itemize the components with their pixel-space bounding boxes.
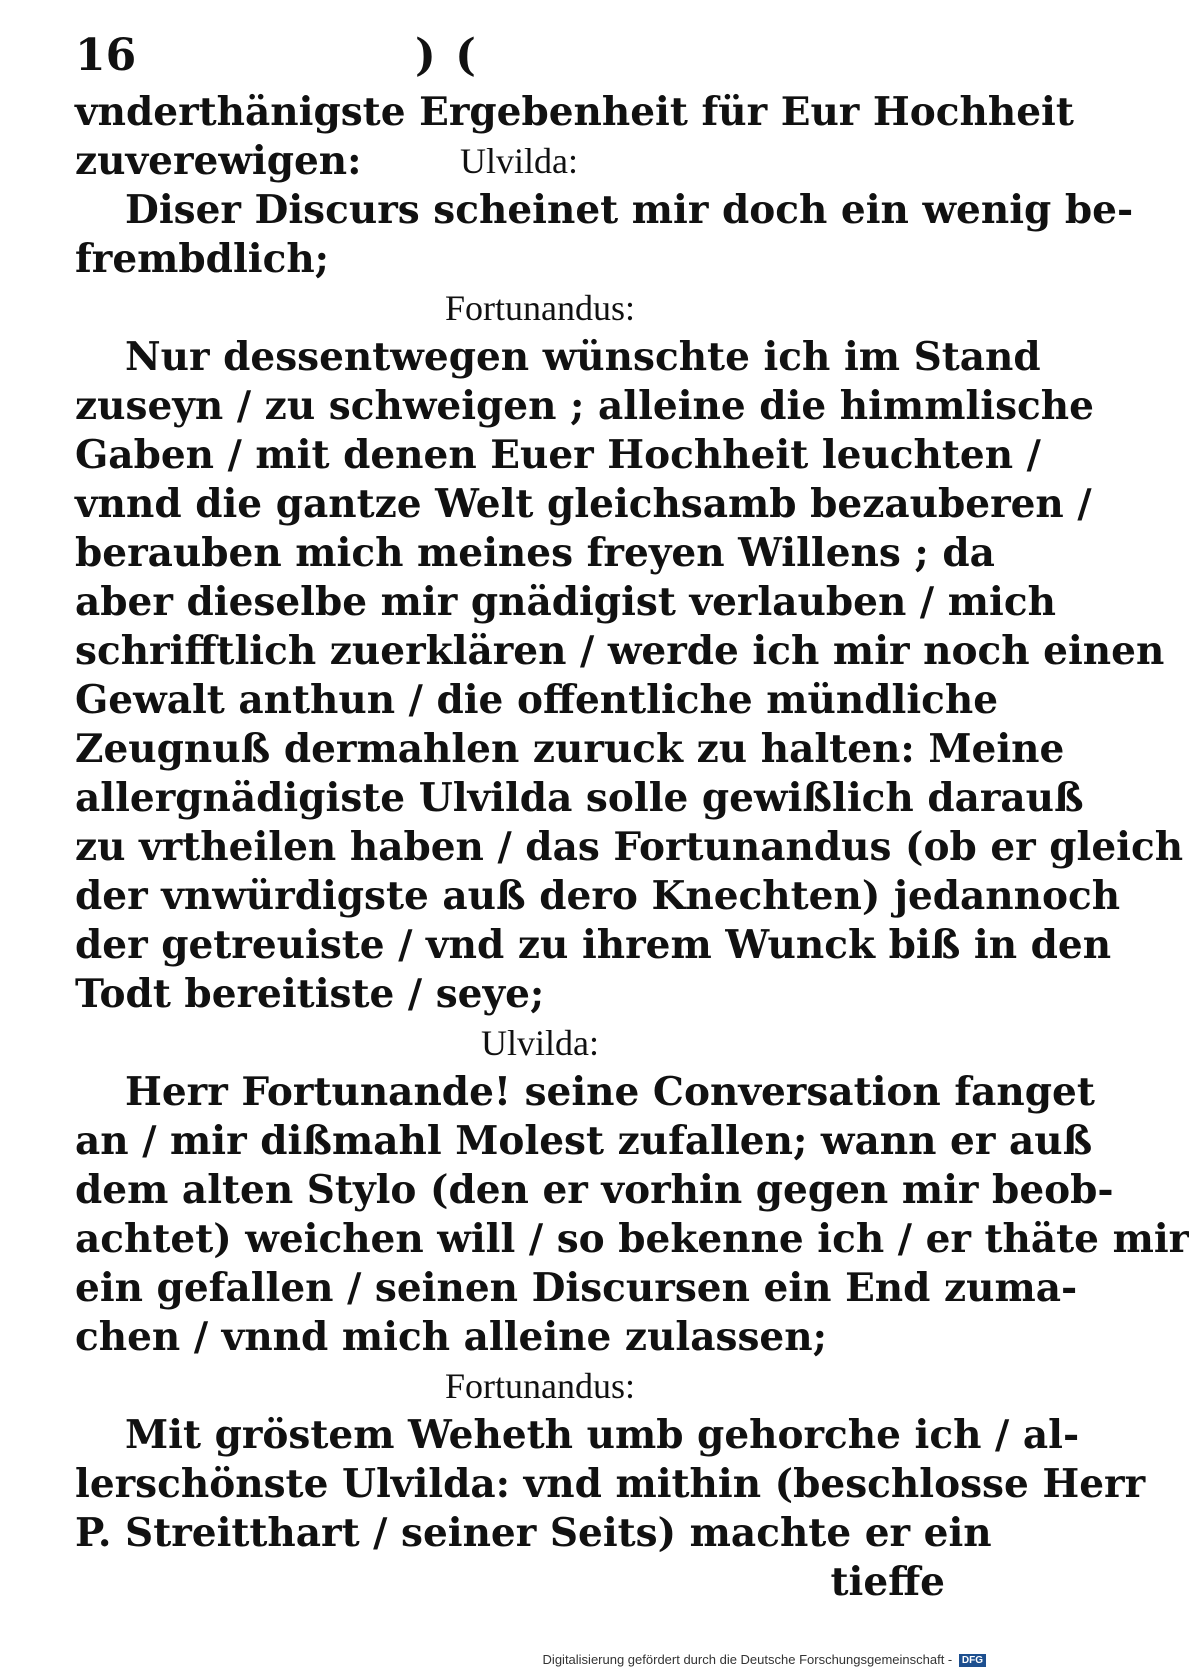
text-line: frembdlich; xyxy=(75,236,330,282)
text-line: zuseyn / zu schweigen ; alleine die himmlische xyxy=(75,383,1094,429)
digitization-footer xyxy=(543,1652,986,1667)
footer-text: Digitalisierung gefördert durch die Deutsche Forschungsgemeinschaft - xyxy=(542,1651,953,1667)
body-text xyxy=(75,88,1189,1607)
text-line: Gewalt anthun / die offentliche mündliche xyxy=(75,677,999,723)
speaker-label: Fortunandus: xyxy=(444,1366,635,1406)
dfg-logo: DFG xyxy=(959,1654,986,1667)
text-line: berauben mich meines freyen Willens ; da xyxy=(75,530,995,576)
page-number: 16 xyxy=(75,30,137,81)
text-line: zu vrtheilen haben / das Fortunandus (ob er gleich xyxy=(75,824,1184,870)
text-line: der vnwürdigste auß dero Knechten) jedannoch xyxy=(75,873,1121,919)
text-line: allergnädigiste Ulvilda solle gewißlich darauß xyxy=(75,775,1084,821)
text-line: chen / vnnd mich alleine zulassen; xyxy=(75,1314,827,1360)
text-line: Herr Fortunande! seine Conversation fanget xyxy=(125,1069,1095,1115)
text-line: dem alten Stylo (den er vorhin gegen mir beob- xyxy=(75,1167,1114,1213)
catchword: tieffe xyxy=(830,1559,945,1605)
text-line: Mit gröstem Weheth umb gehorche ich / al- xyxy=(125,1412,1080,1458)
text-line: schrifftlich zuerklären / werde ich mir noch einen xyxy=(75,628,1165,674)
text-line xyxy=(75,137,945,186)
text-line: der getreuiste / vnd zu ihrem Wunck biß in den xyxy=(75,922,1112,968)
text-line-fragment: zuverewigen: xyxy=(75,138,362,184)
text-line: ein gefallen / seinen Discursen ein End zuma- xyxy=(75,1265,1078,1311)
running-head: ) ( xyxy=(415,30,478,81)
speaker-label: Ulvilda: xyxy=(481,1023,599,1063)
text-line: vnderthänigste Ergebenheit für Eur Hochheit xyxy=(75,89,1074,135)
speaker-label: Fortunandus: xyxy=(444,288,635,328)
text-line: Zeugnuß dermahlen zuruck zu halten: Meine xyxy=(75,726,1065,772)
text-line: Nur dessentwegen wünschte ich im Stand xyxy=(125,334,1041,380)
text-line: Todt bereitiste / seye; xyxy=(75,971,545,1017)
text-line: P. Streitthart / seiner Seits) machte er ein xyxy=(75,1510,992,1556)
text-line: lerschönste Ulvilda: vnd mithin (beschlosse Herr xyxy=(75,1461,1146,1507)
text-line: achtet) weichen will / so bekenne ich / er thäte mir xyxy=(75,1216,1189,1262)
text-line: aber dieselbe mir gnädigist verlauben / mich xyxy=(75,579,1056,625)
text-line: Gaben / mit denen Euer Hochheit leuchten / xyxy=(75,432,1041,478)
text-line: Diser Discurs scheinet mir doch ein wenig be- xyxy=(125,187,1134,233)
speaker-label: Ulvilda: xyxy=(460,141,578,181)
text-line: vnnd die gantze Welt gleichsamb bezauberen / xyxy=(75,481,1092,527)
text-line: an / mir dißmahl Molest zufallen; wann er auß xyxy=(75,1118,1093,1164)
page-header xyxy=(75,30,945,90)
